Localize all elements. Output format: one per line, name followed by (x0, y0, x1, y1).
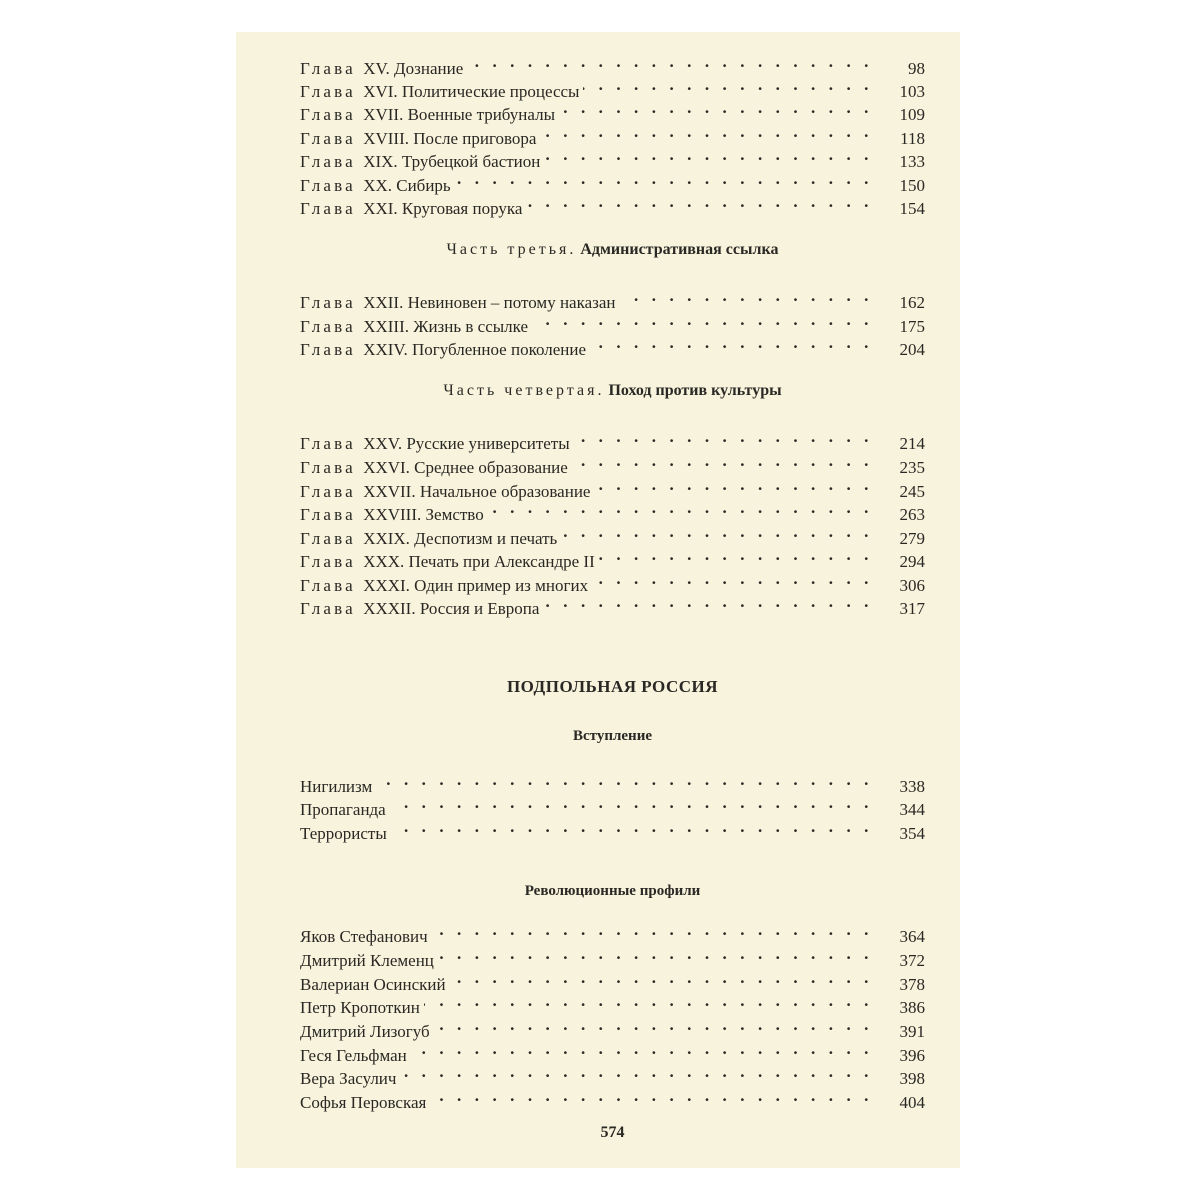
toc-entry (300, 966, 925, 994)
toc-entry (300, 567, 925, 595)
page-ref: 118 (900, 129, 925, 148)
page-ref: 214 (899, 434, 925, 453)
entry-title: Пропаганда (300, 800, 386, 819)
page-ref: 245 (899, 482, 925, 501)
chapter-title: Глава XXXII. Россия и Европа (300, 599, 540, 618)
page-ref: 279 (899, 529, 925, 548)
dot-leader (438, 942, 873, 966)
toc-entry (300, 120, 925, 148)
dot-leader (574, 425, 873, 449)
page-ref: 391 (899, 1022, 925, 1041)
dot-leader (455, 167, 873, 191)
page-ref: 396 (899, 1046, 925, 1065)
page-ref: 344 (899, 800, 925, 819)
toc-entry (300, 768, 925, 796)
dot-leader (434, 1013, 873, 1037)
entry-title: Валериан Осинский (300, 975, 446, 994)
page-number: 574 (600, 1124, 625, 1141)
toc-entry (300, 1013, 925, 1041)
page-ref: 294 (899, 552, 925, 571)
toc-entry (300, 520, 925, 548)
page-ref: 354 (899, 824, 925, 843)
toc-entry (300, 73, 925, 101)
book-two-title: ПОДПОЛЬНАЯ РОССИЯ (506, 677, 719, 696)
dot-leader (620, 284, 874, 308)
toc-entry (300, 1060, 925, 1088)
page-ref: 162 (899, 293, 925, 312)
toc-entry (300, 308, 925, 336)
toc-entry (300, 989, 925, 1017)
page-ref: 235 (899, 458, 925, 477)
toc-entry (300, 167, 925, 195)
dot-leader (391, 815, 873, 839)
entry-title: Дмитрий Клеменц (300, 951, 434, 970)
page-ref: 398 (899, 1069, 925, 1088)
page-ref: 150 (899, 176, 925, 195)
chapter-title: Глава XXI. Круговая порука (300, 199, 523, 218)
toc-entry (300, 284, 925, 312)
toc-entry (300, 815, 925, 843)
dot-leader (561, 520, 873, 544)
toc-entry (300, 496, 925, 524)
dot-leader (572, 449, 873, 473)
toc-entry (300, 543, 925, 571)
chapter-title: Глава XXII. Невиновен – потому наказан (300, 293, 616, 312)
toc-entry (300, 331, 925, 359)
dot-leader (467, 50, 873, 74)
dot-leader (532, 308, 873, 332)
entry-title: Яков Стефанович (300, 927, 428, 946)
page-ref: 338 (899, 777, 925, 796)
page-ref: 372 (899, 951, 925, 970)
dot-leader (590, 331, 873, 355)
dot-leader (559, 96, 873, 120)
toc-entry (300, 449, 925, 477)
part-three-heading: Часть третья. Административная ссылка (446, 241, 779, 258)
dot-leader (450, 966, 873, 990)
page-ref: 404 (899, 1093, 925, 1112)
profiles-heading: Революционные профили (524, 883, 701, 899)
page-ref: 378 (899, 975, 925, 994)
page-ref: 98 (908, 59, 925, 78)
dot-leader (592, 567, 873, 591)
toc-entry (300, 942, 925, 970)
page-ref: 306 (899, 576, 925, 595)
dot-leader (411, 1037, 873, 1061)
dot-leader (599, 543, 873, 567)
intro-heading: Вступление (573, 728, 652, 744)
chapter-title: Глава XXX. Печать при Александре II (300, 552, 595, 571)
page-ref: 364 (899, 927, 925, 946)
toc-entry (300, 1037, 925, 1065)
entry-title: Софья Перовская (300, 1093, 427, 1112)
dot-leader (424, 989, 873, 1013)
dot-leader (488, 496, 873, 520)
dot-leader (376, 768, 873, 792)
chapter-title: Глава XVIII. После приговора (300, 129, 537, 148)
toc-entry (300, 1084, 925, 1112)
toc-entry (300, 50, 925, 78)
chapter-title: Глава XXIII. Жизнь в ссылке (300, 317, 529, 336)
chapter-title: Глава XXVI. Среднее образование (300, 458, 568, 477)
chapter-title: Глава XXVII. Начальное образование (300, 482, 591, 501)
chapter-title: Глава XX. Сибирь (300, 176, 451, 195)
dot-leader (400, 1060, 873, 1084)
toc-entry (300, 590, 925, 618)
chapter-title: Глава XXXI. Один пример из многих (300, 576, 589, 595)
toc-entry (300, 473, 925, 501)
entry-title: Петр Кропоткин (300, 998, 420, 1017)
entry-title: Нигилизм (300, 777, 373, 796)
chapter-title: Глава XVI. Политические процессы (300, 82, 580, 101)
dot-leader (526, 190, 873, 214)
page-ref: 109 (899, 105, 925, 124)
page-ref: 386 (899, 998, 925, 1017)
chapter-title: Глава XIX. Трубецкой бастион (300, 152, 541, 171)
toc-entry (300, 190, 925, 218)
dot-leader (432, 918, 873, 942)
dot-leader (594, 473, 873, 497)
dot-leader (583, 73, 873, 97)
chapter-title: Глава XXIV. Погубленное поколение (300, 340, 587, 359)
chapter-title: Глава XXV. Русские университеты (300, 434, 570, 453)
page-ref: 317 (899, 599, 925, 618)
dot-leader (390, 791, 873, 815)
chapter-title: Глава XVII. Военные трибуналы (300, 105, 556, 124)
page-ref: 103 (899, 82, 925, 101)
chapter-title: Глава XXVIII. Земство (300, 505, 484, 524)
page-ref: 133 (899, 152, 925, 171)
toc-entry (300, 143, 925, 171)
entry-title: Вера Засулич (300, 1069, 397, 1088)
dot-leader (544, 143, 873, 167)
toc-entry (300, 96, 925, 124)
page-ref: 204 (899, 340, 925, 359)
entry-title: Геся Гельфман (300, 1046, 407, 1065)
page-ref: 154 (899, 199, 925, 218)
toc-entry (300, 918, 925, 946)
dot-leader (430, 1084, 873, 1108)
page-ref: 263 (899, 505, 925, 524)
chapter-title: Глава XXIX. Деспотизм и печать (300, 529, 558, 548)
dot-leader (540, 120, 873, 144)
part-four-heading: Часть четвертая. Поход против культуры (443, 382, 782, 399)
entry-title: Террористы (300, 824, 387, 843)
entry-title: Дмитрий Лизогуб (300, 1022, 430, 1041)
page-ref: 175 (899, 317, 925, 336)
toc-entry (300, 425, 925, 453)
chapter-title: Глава XV. Дознание (300, 59, 464, 78)
toc-entry (300, 791, 925, 819)
dot-leader (543, 590, 873, 614)
